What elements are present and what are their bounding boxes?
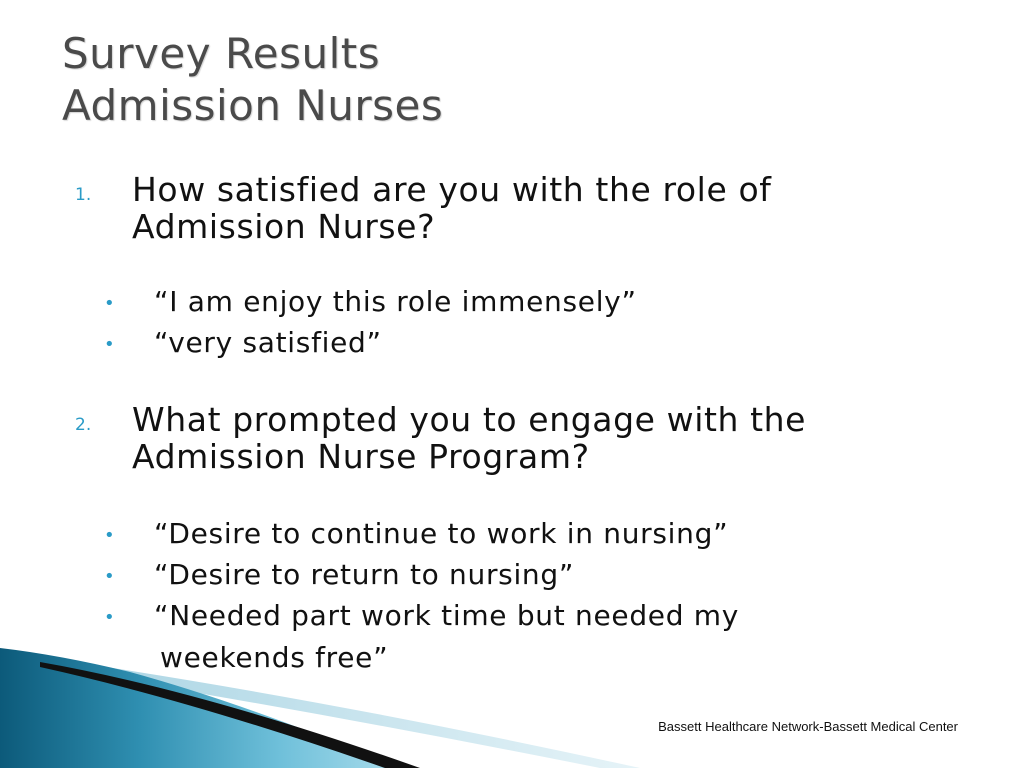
answer-text: “Desire to continue to work in nursing” [154,517,729,550]
answer-line-1: “Needed part work time but needed my [154,599,740,632]
answer-text [154,595,914,679]
answer-list-1 [0,287,1024,369]
question-number: 2. [75,415,92,435]
question-text: What prompted you to engage with the Admission Nurse Program? [132,400,807,476]
slide-title [62,28,443,132]
bullet-icon: • [104,566,115,587]
answer-text: “Desire to return to nursing” [154,558,575,591]
bullet-icon: • [104,293,115,314]
list-item [0,328,1024,369]
bullet-icon: • [104,525,115,546]
footer-text: Bassett Healthcare Network-Bassett Medical Center [658,719,958,734]
question-number: 1. [75,185,92,205]
title-line-2: Admission Nurses [62,81,444,130]
bullet-icon: • [104,607,115,628]
list-item [0,601,1024,691]
answer-text: “very satisfied” [154,326,382,359]
title-line-1: Survey Results [62,29,381,78]
answer-line-2: weekends free” [160,641,389,674]
answer-list-2 [0,519,1024,691]
question-text: How satisfied are you with the role of Admission Nurse? [132,170,772,246]
bullet-icon: • [104,334,115,355]
answer-text: “I am enjoy this role immensely” [154,285,637,318]
